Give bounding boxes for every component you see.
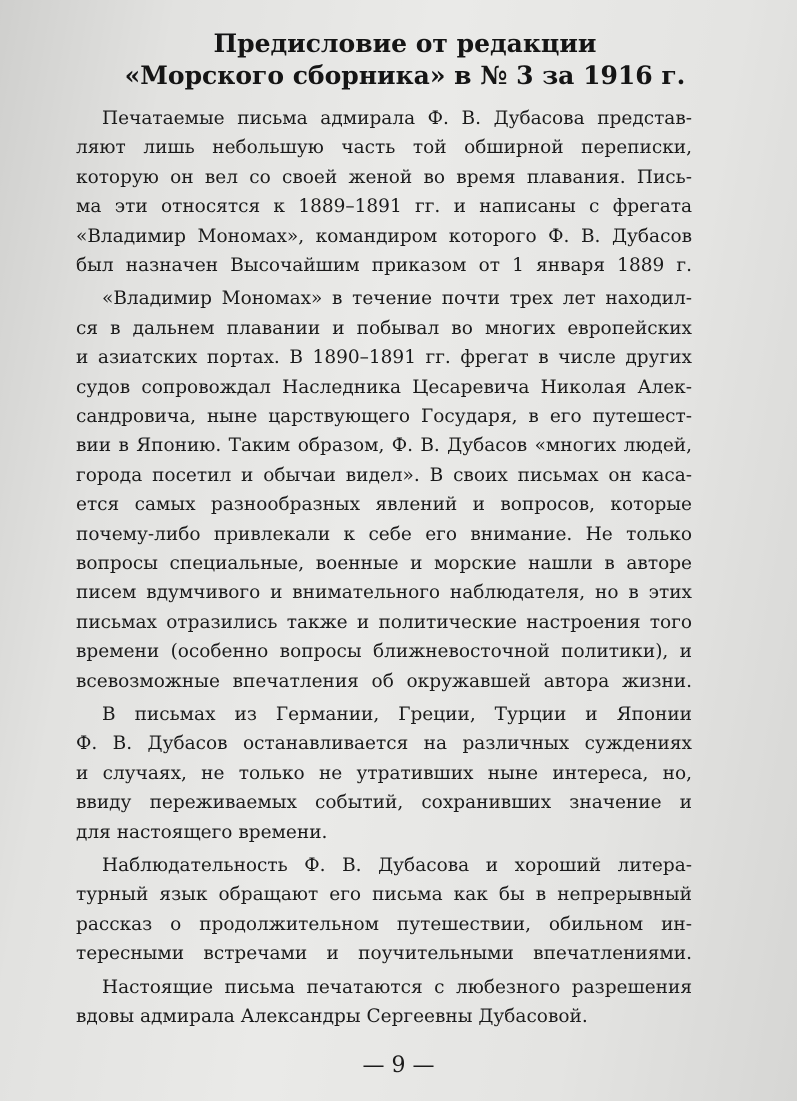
text-line: тересными встречами и поучительными впечатлениями.	[76, 943, 692, 964]
text-line: турный язык обращают его письма как бы в непрерывный	[76, 884, 692, 905]
page-title-line-1: Предисловие от редакции	[213, 29, 597, 58]
text-line: Настоящие письма печатаются с любезного разрешения	[102, 977, 692, 998]
text-line: ма эти относятся к 1889–1891 гг. и написаны с фрегата	[76, 196, 692, 217]
text-line: ввиду переживаемых событий, сохранивших значение и	[76, 792, 692, 813]
text-line: города посетил и обычаи видел». В своих письмах он каса-	[76, 465, 692, 486]
text-line: «Владимир Мономах» в течение почти трех лет находил-	[102, 288, 692, 309]
text-line: письмах отразились также и политические настроения того	[76, 612, 692, 633]
page-title-line-2: «Морского сборника» в № 3 за 1916 г.	[124, 61, 686, 90]
text-line: был назначен Высочайшим приказом от 1 января 1889 г.	[76, 255, 692, 276]
text-line: ляют лишь небольшую часть той обширной переписки,	[76, 137, 692, 158]
text-line: Печатаемые письма адмирала Ф. В. Дубасова представ-	[102, 108, 692, 129]
text-line: для настоящего времени.	[76, 822, 328, 843]
text-line: вопросы специальные, военные и морские нашли в авторе	[76, 553, 692, 574]
text-line: Наблюдательность Ф. В. Дубасова и хороший литера-	[102, 855, 692, 876]
text-line: ется самых разнообразных явлений и вопросов, которые	[76, 494, 692, 515]
text-line: и случаях, не только не утративших ныне интереса, но,	[76, 763, 692, 784]
text-line: вии в Японию. Таким образом, Ф. В. Дубасов «многих людей,	[76, 435, 692, 456]
text-line: которую он вел со своей женой во время плавания. Пись-	[76, 167, 692, 188]
text-line: «Владимир Мономах», командиром которого Ф. В. Дубасов	[76, 226, 692, 247]
text-line: вдовы адмирала Александры Сергеевны Дубасовой.	[76, 1006, 588, 1027]
text-line: судов сопровождал Наследника Цесаревича Николая Алек-	[76, 377, 692, 398]
text-line: писем вдумчивого и внимательного наблюдателя, но в этих	[76, 582, 692, 603]
page-number: — 9 —	[362, 1053, 435, 1078]
text-line: Ф. В. Дубасов останавливается на различных суждениях	[76, 733, 692, 754]
text-line: почему-либо привлекали к себе его внимание. Не только	[76, 524, 692, 545]
text-line: ся в дальнем плавании и побывал во многих европейских	[76, 318, 692, 339]
text-line: рассказ о продолжительном путешествии, обильном ин-	[76, 914, 692, 935]
text-line: всевозможные впечатления об окружавшей автора жизни.	[76, 671, 692, 692]
text-line: сандровича, ныне царствующего Государя, в его путешест-	[76, 406, 692, 427]
text-line: и азиатских портах. В 1890–1891 гг. фрегат в числе других	[76, 347, 692, 368]
text-line: В письмах из Германии, Греции, Турции и Японии	[102, 704, 692, 725]
text-line: времени (особенно вопросы ближневосточной политики), и	[76, 641, 692, 662]
